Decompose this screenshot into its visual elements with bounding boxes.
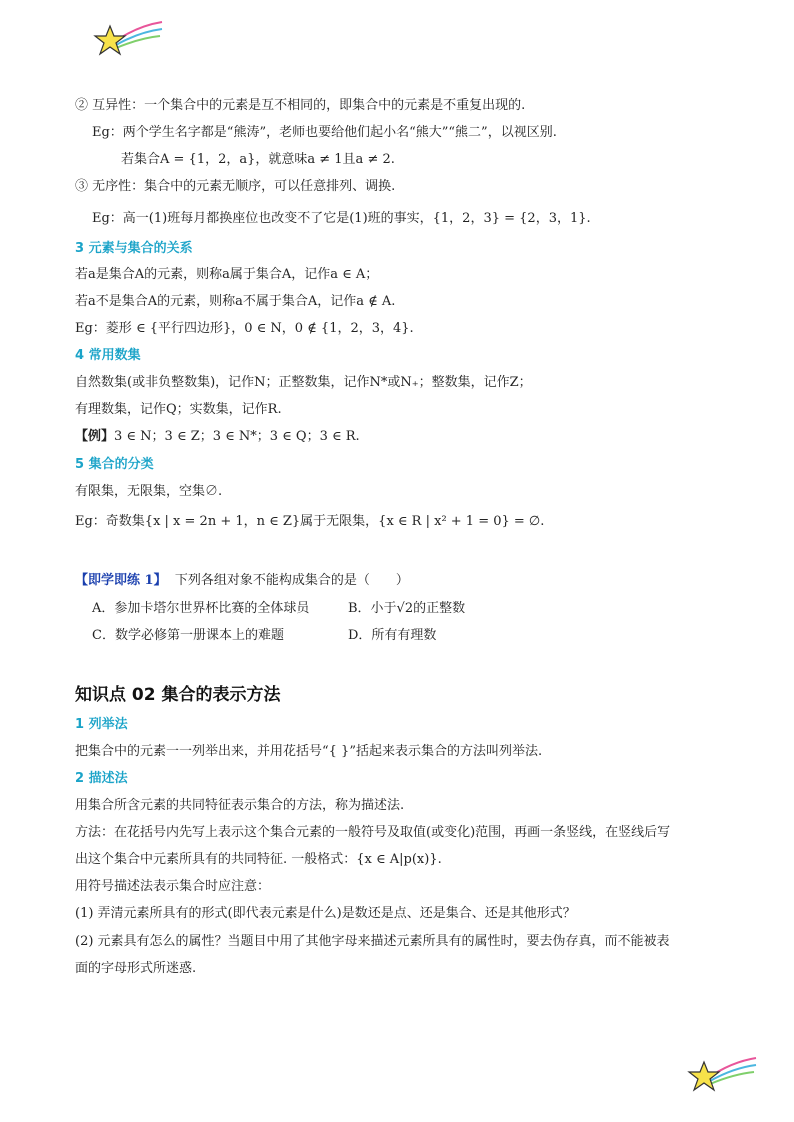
option-c: C．数学必修第一册课本上的难题 (92, 628, 284, 643)
text-line: Eg：菱形 ∈ {平行四边形}，0 ∈ N，0 ∉ {1，2，3，4}. (75, 321, 414, 336)
text-line: (2) 元素具有怎么的属性？当题目中用了其他字母来描述元素所具有的属性时，要去伪存真，而不能被表 (75, 934, 670, 949)
knowledge-point-heading: 知识点 02 集合的表示方法 (75, 685, 281, 705)
exercise-text: 下列各组对象不能构成集合的是（ ） (174, 573, 409, 588)
exercise-tag: 【即学即练 1】 (75, 573, 167, 588)
text-line: 出这个集合中元素所具有的共同特征. 一般格式：{x ∈ A|p(x)}. (75, 852, 442, 867)
text-line: 方法：在花括号内先写上表示这个集合元素的一般符号及取值(或变化)范围，再画一条竖线，在竖线后写 (75, 825, 671, 840)
shooting-star-icon (92, 16, 164, 60)
option-a: A．参加卡塔尔世界杯比赛的全体球员 (92, 601, 310, 616)
text-line: 有理数集，记作Q；实数集，记作R. (75, 402, 282, 417)
exercise-question (75, 571, 409, 591)
text-line: ② 互异性：一个集合中的元素是互不相同的，即集合中的元素是不重复出现的. (75, 98, 526, 113)
section-heading: 1 列举法 (75, 717, 128, 732)
text-line: ③ 无序性：集合中的元素无顺序，可以任意排列、调换. (75, 179, 396, 194)
section-heading: 4 常用数集 (75, 348, 141, 363)
example-tag: 【例】 (75, 429, 115, 444)
text-line: 面的字母形式所迷惑. (75, 961, 197, 976)
text-line: 用符号描述法表示集合时应注意： (75, 879, 271, 894)
text-line: 自然数集(或非负整数集)，记作N；正整数集，记作N*或N₊；整数集，记作Z； (75, 375, 532, 390)
text-line: 若a是集合A的元素，则称a属于集合A，记作a ∈ A； (75, 267, 379, 282)
section-heading: 5 集合的分类 (75, 457, 154, 472)
example-line (75, 427, 360, 447)
shooting-star-icon (686, 1052, 758, 1096)
text-line: Eg：两个学生名字都是“熊涛”，老师也要给他们起小名“熊大”“熊二”，以视区别. (92, 125, 557, 140)
section-heading: 3 元素与集合的关系 (75, 241, 193, 256)
example-text: 3 ∈ N；3 ∈ Z；3 ∈ N*；3 ∈ Q；3 ∈ R. (114, 429, 360, 444)
text-line: Eg：奇数集{x | x = 2n + 1，n ∈ Z}属于无限集，{x ∈ R | x² + 1 = 0} = ∅. (75, 514, 545, 529)
text-line: 有限集，无限集，空集∅. (75, 484, 223, 499)
text-line: 把集合中的元素一一列举出来，并用花括号“{ }”括起来表示集合的方法叫列举法. (75, 744, 543, 759)
text-line: 若a不是集合A的元素，则称a不属于集合A，记作a ∉ A. (75, 294, 396, 309)
text-line: 若集合A = {1，2，a}，就意味a ≠ 1且a ≠ 2. (121, 152, 395, 167)
text-line: (1) 弄清元素所具有的形式(即代表元素是什么)是数还是点、还是集合、还是其他形式？ (75, 906, 576, 921)
section-heading: 2 描述法 (75, 771, 128, 786)
option-b: B．小于√2的正整数 (348, 601, 466, 616)
option-d: D．所有有理数 (348, 628, 437, 643)
text-line: Eg：高一(1)班每月都换座位也改变不了它是(1)班的事实，{1，2，3} = {2，3，1}. (92, 211, 591, 226)
text-line: 用集合所含元素的共同特征表示集合的方法，称为描述法. (75, 798, 405, 813)
